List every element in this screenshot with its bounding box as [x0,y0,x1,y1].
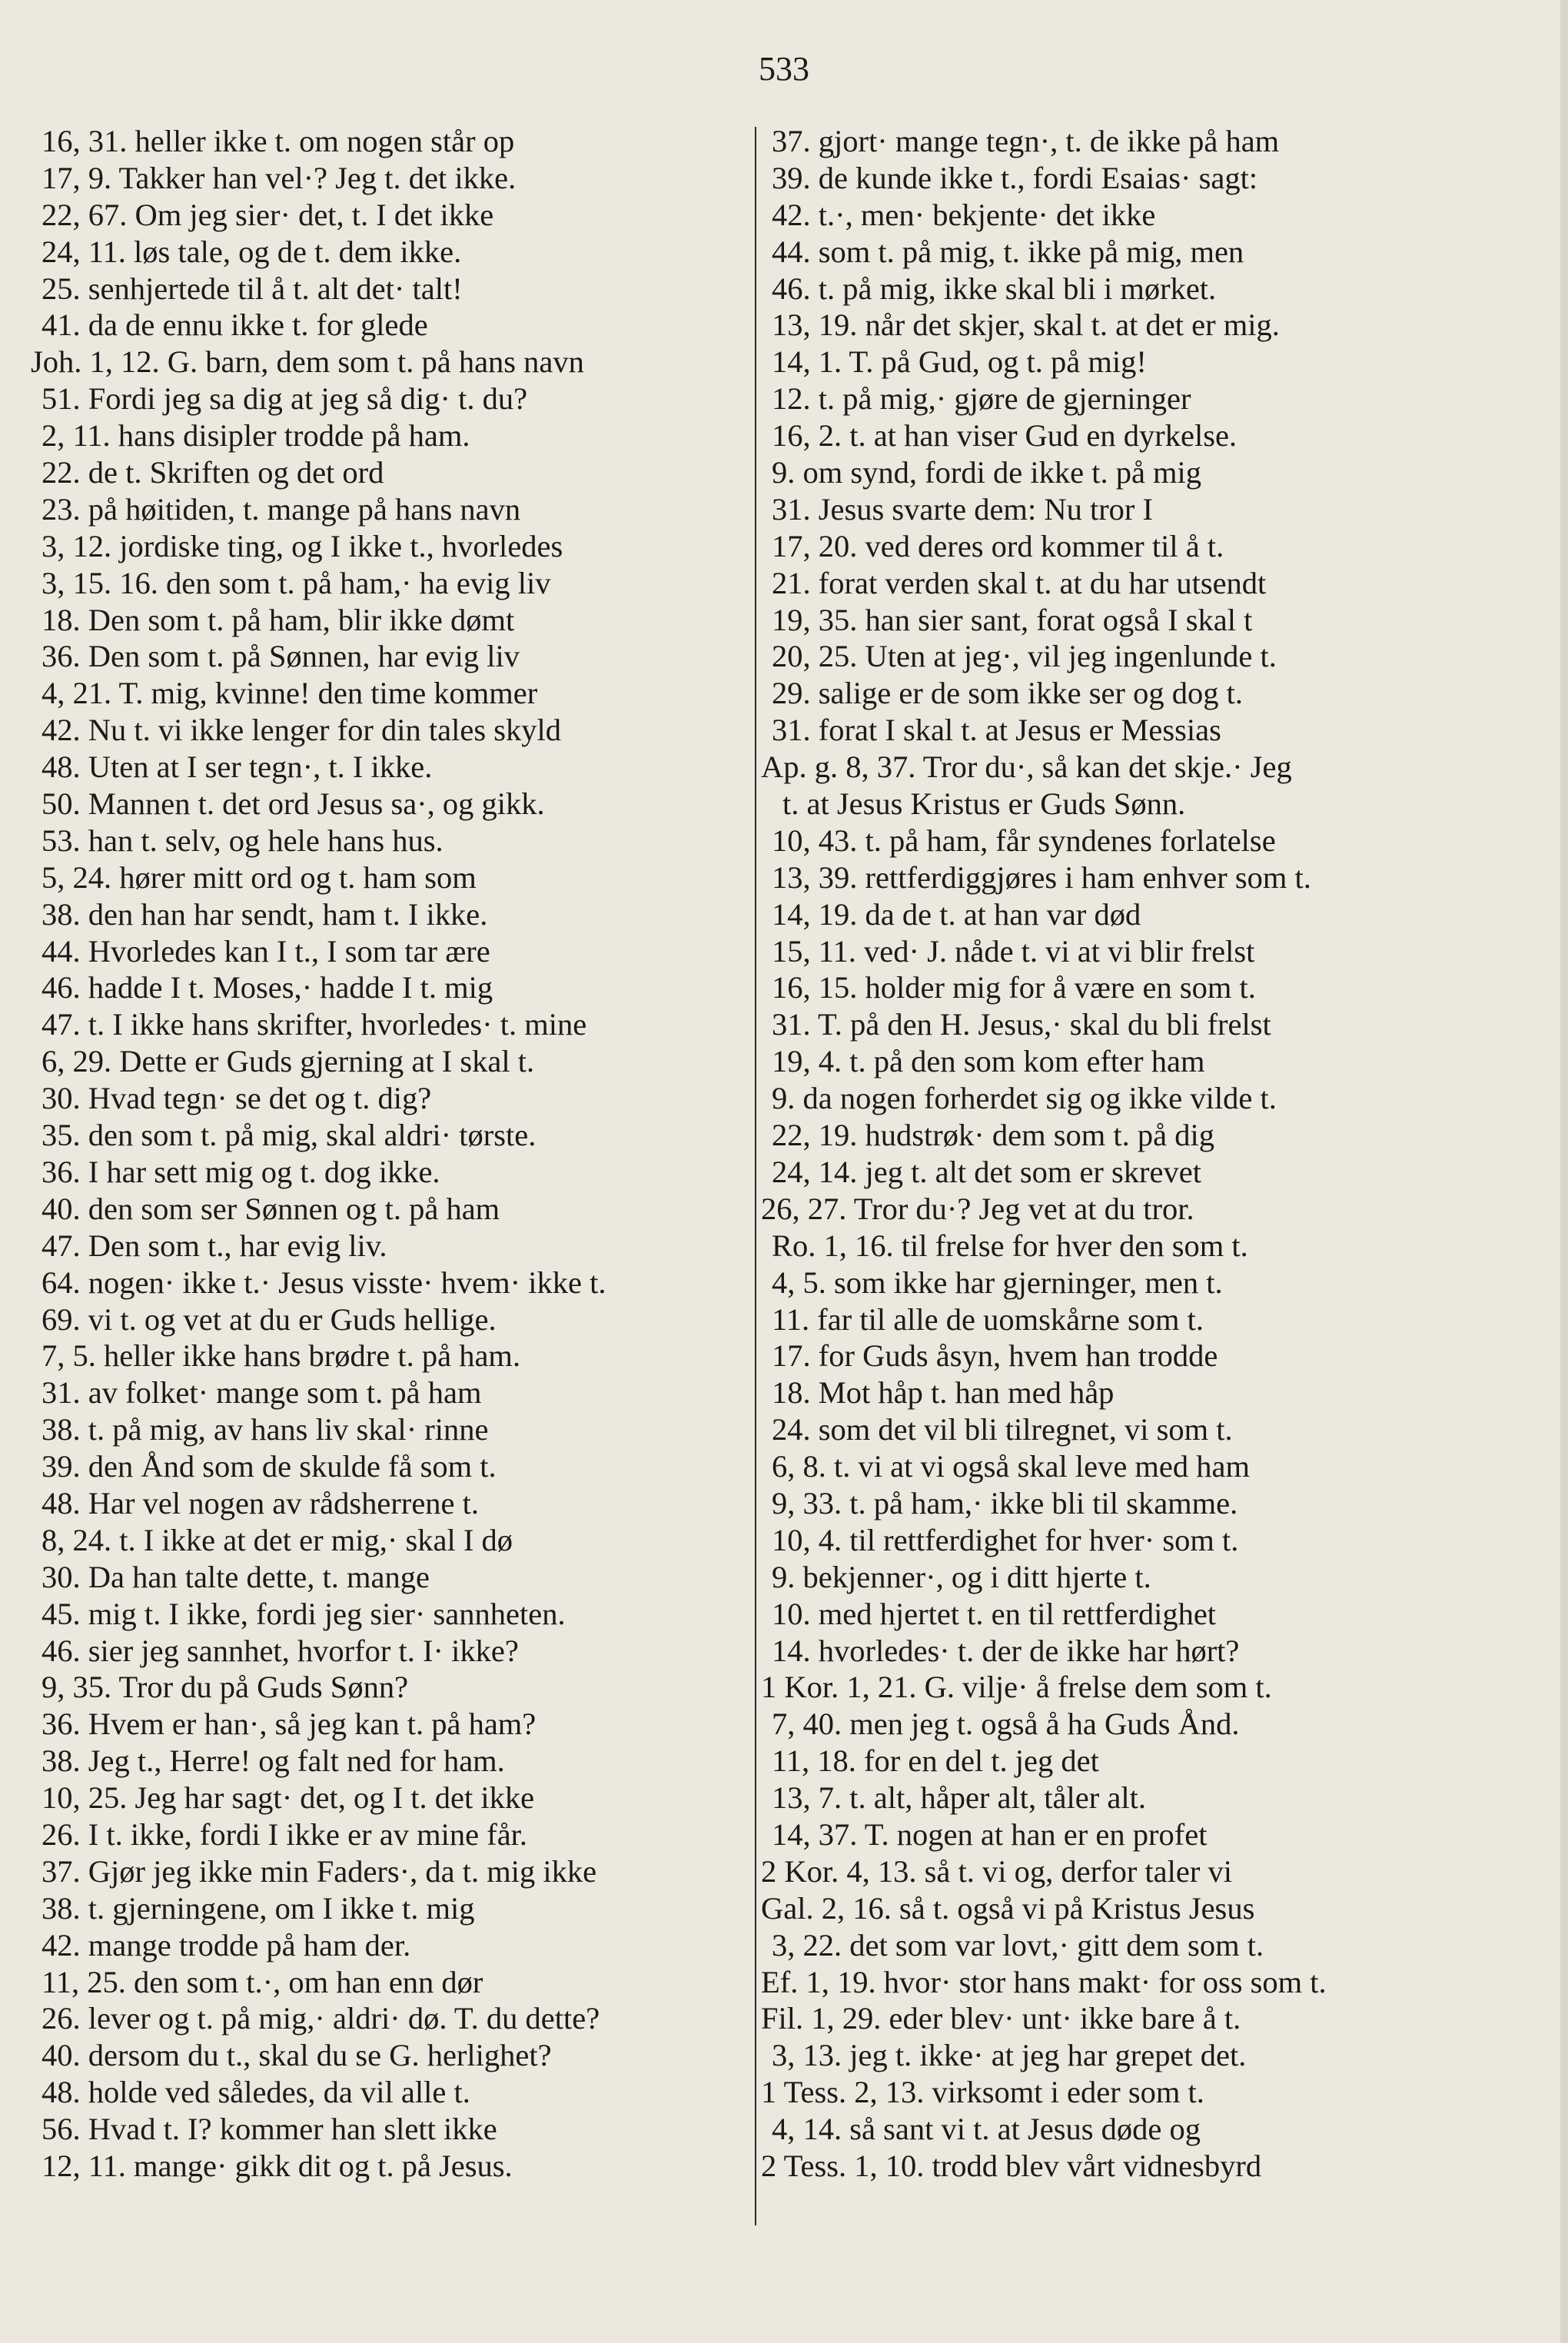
column-divider [755,127,756,2225]
concordance-entry: Joh. 1, 12. G. barn, dem som t. på hans navn [31,344,584,380]
concordance-entry: 36. I har sett mig og t. dog ikke. [42,1154,440,1189]
concordance-entry: 17. for Guds åsyn, hvem han trodde [772,1338,1218,1374]
concordance-entry: 12, 11. mange· gikk dit og t. på Jesus. [42,2148,513,2183]
concordance-entry: 36. Hvem er han·, så jeg kan t. på ham? [42,1707,537,1742]
concordance-entry: 36. Den som t. på Sønnen, har evig liv [42,639,520,674]
concordance-entry: 9, 33. t. på ham,· ikke bli til skamme. [772,1485,1238,1520]
concordance-entry: 4, 21. T. mig, kvinne! den time kommer [42,676,538,711]
concordance-entry: 18. Den som t. på ham, blir ikke dømt [42,602,515,637]
left-column [31,123,753,2185]
concordance-entry: 50. Mannen t. det ord Jesus sa·, og gikk. [42,786,545,822]
concordance-entry: Ef. 1, 19. hvor· stor hans makt· for oss som t. [761,1964,1327,1999]
page-edge [1560,0,1568,2343]
concordance-entry: 6, 29. Dette er Guds gjerning at I skal t. [42,1044,535,1079]
concordance-entry: 47. t. I ikke hans skrifter, hvorledes· t. mine [42,1007,587,1042]
concordance-entry: 24. som det vil bli tilregnet, vi som t. [772,1412,1233,1447]
concordance-entry: 38. t. på mig, av hans liv skal· rinne [42,1412,489,1447]
concordance-entry: 6, 8. t. vi at vi også skal leve med ham [772,1449,1250,1484]
concordance-entry: 13, 39. rettferdiggjøres i ham enhver som t. [772,859,1311,895]
concordance-entry: 17, 20. ved deres ord kommer til å t. [772,528,1224,563]
concordance-entry: 5, 24. hører mitt ord og t. ham som [42,859,477,895]
concordance-entry: 8, 24. t. I ikke at det er mig,· skal I dø [42,1522,513,1557]
concordance-entry: 37. gjort· mange tegn·, t. de ikke på ham [772,124,1280,158]
concordance-entry: 14, 37. T. nogen at han er en profet [772,1816,1208,1852]
concordance-entry: 17, 9. Takker han vel·? Jeg t. det ikke. [42,160,517,195]
concordance-entry: 30. Da han talte dette, t. mange [42,1559,430,1594]
concordance-entry: 44. Hvorledes kan I t., I som tar ære [42,933,490,969]
concordance-entry: 42. mange trodde på ham der. [42,1927,411,1962]
concordance-entry: 22, 19. hudstrøk· dem som t. på dig [772,1118,1214,1153]
concordance-entry: 2 Tess. 1, 10. trodd blev vårt vidnesbyrd [761,2148,1262,2183]
concordance-entry: 10, 43. t. på ham, får syndenes forlatelse [772,823,1276,858]
concordance-entry: 48. holde ved således, da vil alle t. [42,2075,470,2110]
concordance-entry: 53. han t. selv, og hele hans hus. [42,823,443,858]
concordance-entry: 30. Hvad tegn· se det og t. dig? [42,1081,432,1116]
concordance-entry: 10. med hjertet t. en til rettferdighet [772,1596,1217,1631]
concordance-entry: 12. t. på mig,· gjøre de gjerninger [772,381,1191,417]
concordance-entry: 15, 11. ved· J. nåde t. vi at vi blir frelst [772,933,1255,969]
page-number: 533 [759,50,809,88]
concordance-entry: 29. salige er de som ikke ser og dog t. [772,676,1243,711]
concordance-entry: 56. Hvad t. I? kommer han slett ikke [42,2112,497,2147]
concordance-entry: 46. t. på mig, ikke skal bli i mørket. [772,271,1217,306]
concordance-entry: 38. den han har sendt, ham t. I ikke. [42,896,488,932]
concordance-entry: 42. Nu t. vi ikke lenger for din tales skyld [42,713,562,748]
concordance-entry: 16, 31. heller ikke t. om nogen står op [42,124,515,158]
concordance-entry: 10, 25. Jeg har sagt· det, og I t. det ikke [42,1780,535,1816]
concordance-entry: 13, 19. når det skjer, skal t. at det er mig. [772,307,1280,343]
concordance-entry: 3, 15. 16. den som t. på ham,· ha evig liv [42,565,551,600]
right-column [761,123,1537,2185]
concordance-entry: 14, 1. T. på Gud, og t. på mig! [772,344,1147,380]
concordance-entry: t. at Jesus Kristus er Guds Sønn. [782,786,1186,822]
concordance-entry: 11, 18. for en del t. jeg det [772,1743,1099,1779]
concordance-entry: 51. Fordi jeg sa dig at jeg så dig· t. du? [42,381,528,417]
concordance-entry: 48. Har vel nogen av rådsherrene t. [42,1485,480,1520]
concordance-entry: 4, 14. så sant vi t. at Jesus døde og [772,2112,1201,2147]
concordance-entry: 7, 5. heller ikke hans brødre t. på ham. [42,1338,521,1374]
concordance-entry: 37. Gjør jeg ikke min Faders·, da t. mig ikke [42,1853,597,1889]
concordance-entry: 24, 14. jeg t. alt det som er skrevet [772,1154,1201,1189]
concordance-entry: 10, 4. til rettferdighet for hver· som t. [772,1522,1239,1557]
concordance-entry: 24, 11. løs tale, og de t. dem ikke. [42,234,462,269]
concordance-entry: 9. om synd, fordi de ikke t. på mig [772,455,1202,490]
concordance-entry: Ap. g. 8, 37. Tror du·, så kan det skje.· Jeg [761,749,1292,785]
concordance-entry: 69. vi t. og vet at du er Guds hellige. [42,1301,497,1337]
concordance-entry: 26. I t. ikke, fordi I ikke er av mine får. [42,1816,528,1852]
concordance-entry: 35. den som t. på mig, skal aldri· tørste. [42,1118,537,1153]
concordance-entry: 18. Mot håp t. han med håp [772,1375,1115,1411]
concordance-entry: 31. Jesus svarte dem: Nu tror I [772,491,1154,527]
concordance-entry: 31. forat I skal t. at Jesus er Messias [772,713,1221,748]
concordance-entry: 38. t. gjerningene, om I ikke t. mig [42,1890,475,1926]
concordance-entry: Gal. 2, 16. så t. også vi på Kristus Jesus [761,1890,1255,1926]
concordance-entry: 47. Den som t., har evig liv. [42,1228,387,1263]
concordance-entry: 46. hadde I t. Moses,· hadde I t. mig [42,970,493,1005]
concordance-entry: 40. dersom du t., skal du se G. herlighet? [42,2038,552,2073]
concordance-entry: 48. Uten at I ser tegn·, t. I ikke. [42,749,433,785]
concordance-entry: 42. t.·, men· bekjente· det ikke [772,197,1156,232]
concordance-entry: 3, 22. det som var lovt,· gitt dem som t. [772,1927,1264,1962]
concordance-entry: 2 Kor. 4, 13. så t. vi og, derfor taler vi [761,1853,1232,1889]
concordance-entry: 16, 15. holder mig for å være en som t. [772,970,1256,1005]
concordance-entry: 9. bekjenner·, og i ditt hjerte t. [772,1559,1151,1594]
concordance-entry: 1 Tess. 2, 13. virksomt i eder som t. [761,2075,1204,2110]
concordance-entry: 45. mig t. I ikke, fordi jeg sier· sannheten. [42,1596,566,1631]
concordance-entry: 44. som t. på mig, t. ikke på mig, men [772,234,1244,269]
concordance-entry: 3, 12. jordiske ting, og I ikke t., hvorledes [42,528,563,563]
concordance-entry: 19, 35. han sier sant, forat også I skal t [772,602,1253,637]
concordance-entry: 16, 2. t. at han viser Gud en dyrkelse. [772,418,1237,454]
concordance-entry: 25. senhjertede til å t. alt det· talt! [42,271,463,306]
concordance-entry: 31. T. på den H. Jesus,· skal du bli frelst [772,1007,1271,1042]
concordance-entry: 39. de kunde ikke t., fordi Esaias· sagt: [772,160,1258,195]
concordance-entry: 26. lever og t. på mig,· aldri· dø. T. du dette? [42,2001,600,2036]
concordance-entry: 9. da nogen forherdet sig og ikke vilde t. [772,1081,1277,1116]
concordance-entry: 38. Jeg t., Herre! og falt ned for ham. [42,1743,505,1779]
concordance-entry: 3, 13. jeg t. ikke· at jeg har grepet det. [772,2038,1247,2073]
concordance-entry: 11, 25. den som t.·, om han enn dør [42,1964,483,1999]
concordance-entry: 39. den Ånd som de skulde få som t. [42,1449,497,1484]
concordance-entry: 41. da de ennu ikke t. for glede [42,307,428,343]
concordance-entry: 14, 19. da de t. at han var død [772,896,1141,932]
concordance-entry: 22, 67. Om jeg sier· det, t. I det ikke [42,197,494,232]
concordance-entry: 64. nogen· ikke t.· Jesus visste· hvem· ikke t. [42,1265,606,1300]
concordance-entry: 14. hvorledes· t. der de ikke har hørt? [772,1633,1240,1668]
concordance-entry: 20, 25. Uten at jeg·, vil jeg ingenlunde t. [772,639,1277,674]
concordance-entry: 13, 7. t. alt, håper alt, tåler alt. [772,1780,1146,1816]
concordance-entry: 26, 27. Tror du·? Jeg vet at du tror. [761,1191,1194,1226]
concordance-entry: 2, 11. hans disipler trodde på ham. [42,418,470,454]
concordance-entry: 9, 35. Tror du på Guds Sønn? [42,1670,409,1705]
concordance-entry: Fil. 1, 29. eder blev· unt· ikke bare å t. [761,2001,1241,2036]
concordance-entry: 23. på høitiden, t. mange på hans navn [42,491,521,527]
concordance-entry: 21. forat verden skal t. at du har utsendt [772,565,1267,600]
concordance-entry: 7, 40. men jeg t. også å ha Guds Ånd. [772,1707,1240,1742]
concordance-entry: 11. far til alle de uomskårne som t. [772,1301,1204,1337]
concordance-entry: 19, 4. t. på den som kom efter ham [772,1044,1205,1079]
concordance-entry: 40. den som ser Sønnen og t. på ham [42,1191,500,1226]
concordance-entry: 46. sier jeg sannhet, hvorfor t. I· ikke? [42,1633,519,1668]
concordance-entry: Ro. 1, 16. til frelse for hver den som t. [772,1228,1248,1263]
concordance-entry: 22. de t. Skriften og det ord [42,455,384,490]
concordance-entry: 4, 5. som ikke har gjerninger, men t. [772,1265,1223,1300]
concordance-entry: 1 Kor. 1, 21. G. vilje· å frelse dem som t. [761,1670,1272,1705]
concordance-entry: 31. av folket· mange som t. på ham [42,1375,482,1411]
